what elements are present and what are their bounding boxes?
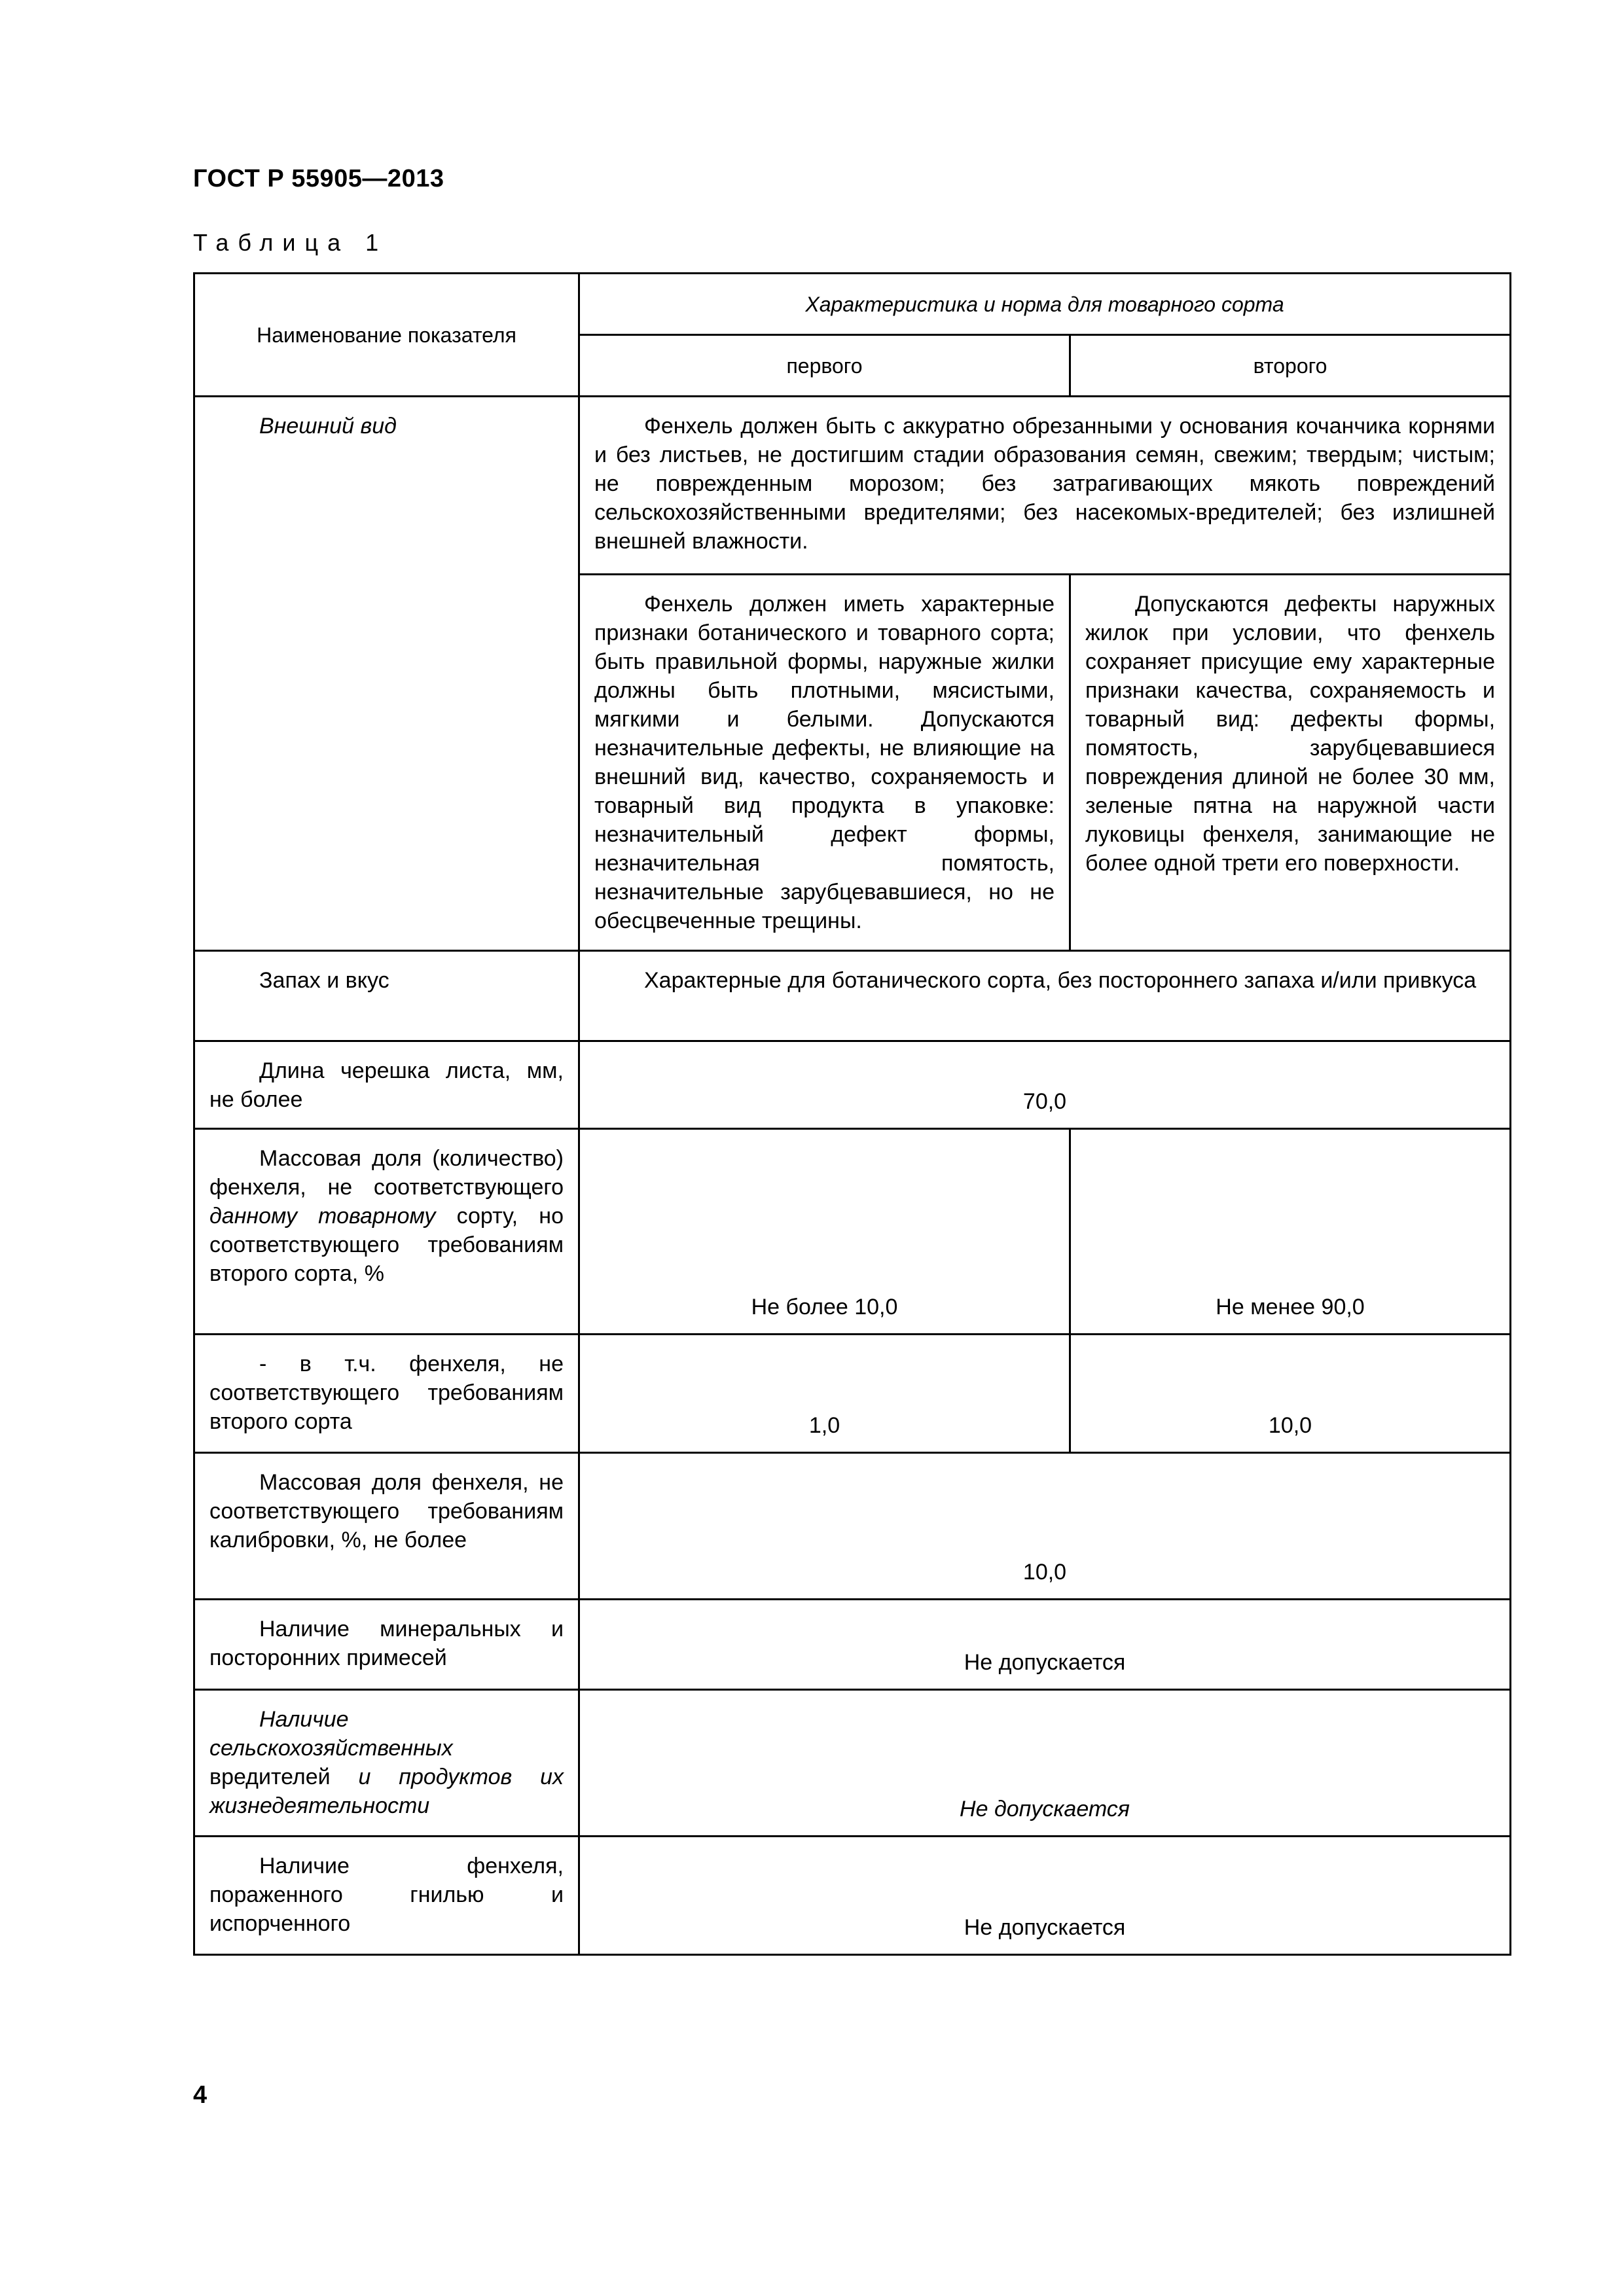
row-label-incl: - в т.ч. фенхеля, не соответствующего требованиям второго сорта <box>194 1335 579 1453</box>
table-row <box>194 951 1511 1041</box>
row-label-rot: Наличие фенхеля, пораженного гнилью и испорченного <box>194 1837 579 1955</box>
row-label-impurities: Наличие минеральных и посторонних примесей <box>194 1600 579 1690</box>
calibration-value-cell: 10,0 <box>579 1453 1511 1600</box>
pests-label-italic2: и продуктов их жизнедеятельности <box>209 1765 564 1818</box>
row-label-petiole: Длина черешка листа, мм, не более <box>194 1041 579 1129</box>
petiole-value-cell: 70,0 <box>579 1041 1511 1129</box>
row-label-mass-share <box>194 1129 579 1335</box>
document-code: ГОСТ Р 55905—2013 <box>193 165 444 192</box>
impurities-value-cell: Не допускается <box>579 1600 1511 1690</box>
mass-share-label-part1: Массовая доля (количество) фенхеля, не соответствующего <box>209 1146 564 1200</box>
incl-second-cell: 10,0 <box>1070 1335 1511 1453</box>
table-row <box>194 1335 1511 1453</box>
header-grade-group-cell: Характеристика и норма для товарного сорта <box>579 274 1511 335</box>
row-label-appearance: Внешний вид <box>194 397 579 951</box>
appearance-common-cell: Фенхель должен быть с аккуратно обрезанными у основания кочанчика корнями и без листьев, не достигшим стадии образования семян, свежим; твердым; чистым; не поврежденным морозом; без затрагивающих мякоть повреждений сельскохозяйственными вредителями; без насекомых-вредителей; без излишней внешней влажности. <box>579 397 1511 575</box>
pests-value-cell: Не допускается <box>579 1690 1511 1837</box>
mass-share-label-italic: данному товарному <box>209 1204 436 1229</box>
mass-share-first-cell: Не более 10,0 <box>579 1129 1070 1335</box>
table-row <box>194 1837 1511 1955</box>
table-row <box>194 1041 1511 1129</box>
appearance-first-grade-cell: Фенхель должен иметь характерные признаки ботанического и товарного сорта; быть правильной формы, наружные жилки должны быть плотными, мясистыми, мягкими и белыми. Допускаются незначительные дефекты, не влияющие на внешний вид, качество, сохраняемость и товарный вид продукта в упаковке: незначительный дефект формы, незначительная помятость, незначительные зарубцевавшиеся, но не обесцвеченные трещины. <box>579 575 1070 951</box>
table-row <box>194 1453 1511 1600</box>
row-label-calibration: Массовая доля фенхеля, не соответствующего требованиям калибровки, %, не более <box>194 1453 579 1600</box>
table-caption: Таблица 1 <box>193 229 388 256</box>
incl-first-cell: 1,0 <box>579 1335 1070 1453</box>
rot-value-cell: Не допускается <box>579 1837 1511 1955</box>
table-row <box>194 1129 1511 1335</box>
table-row <box>194 397 1511 575</box>
page-number: 4 <box>193 2081 208 2109</box>
pests-label-italic1: Наличие сельскохозяйственных <box>209 1707 453 1761</box>
header-indicator-cell: Наименование показателя <box>194 274 579 397</box>
quality-table <box>193 272 1511 1956</box>
row-label-smell: Запах и вкус <box>194 951 579 1041</box>
row-label-pests <box>194 1690 579 1837</box>
header-second-grade-cell: второго <box>1070 335 1511 397</box>
pests-label-normal: вредителей <box>209 1765 359 1789</box>
appearance-second-grade-cell: Допускаются дефекты наружных жилок при условии, что фенхель сохраняет присущие ему характерные признаки качества, сохраняемость и товарный вид: дефекты формы, помятость, зарубцевавшиеся повреждения длиной не более 30 мм, зеленые пятна на наружной части луковицы фенхеля, занимающие не более одной трети его поверхности. <box>1070 575 1511 951</box>
mass-share-second-cell: Не менее 90,0 <box>1070 1129 1511 1335</box>
table-row <box>194 1600 1511 1690</box>
mass-share-label-part2: сорту, но соответствующего требованиям второго сорта, % <box>209 1204 564 1286</box>
table-row <box>194 1690 1511 1837</box>
header-first-grade-cell: первого <box>579 335 1070 397</box>
smell-value-cell: Характерные для ботанического сорта, без постороннего запаха и/или привкуса <box>579 951 1511 1041</box>
